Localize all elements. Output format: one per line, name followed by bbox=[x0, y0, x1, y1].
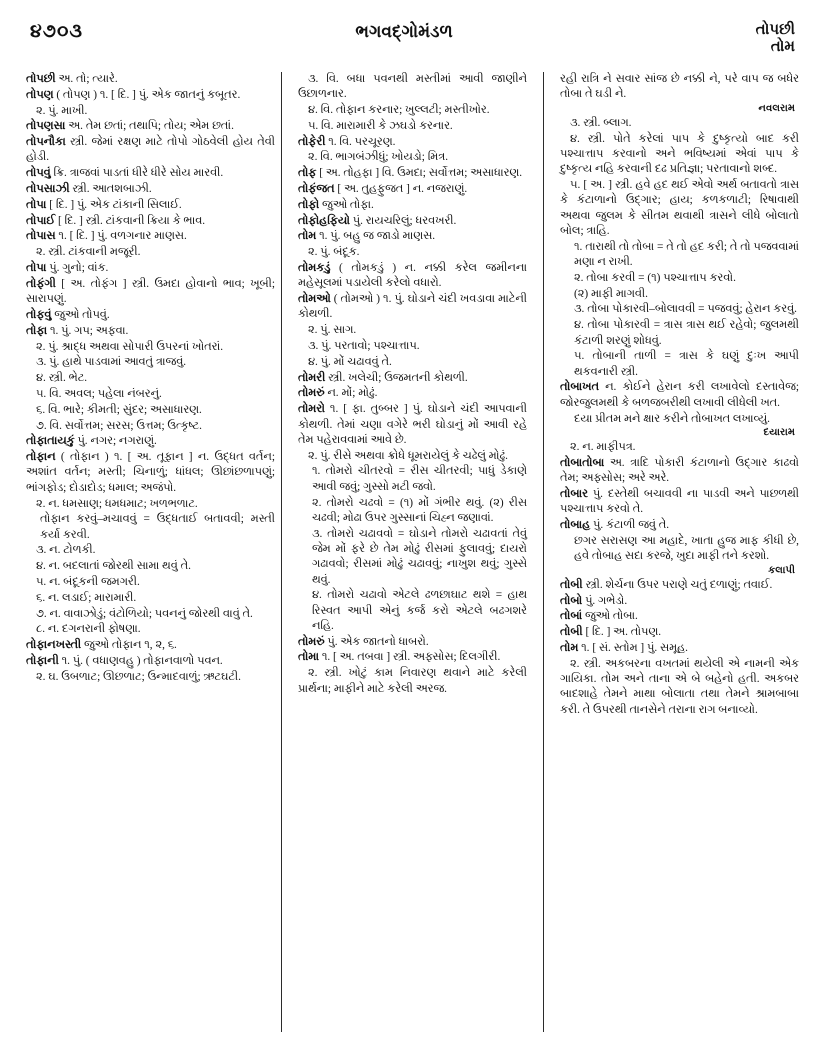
entry-sense bbox=[26, 403, 275, 418]
entry-sense bbox=[26, 387, 275, 402]
dictionary-entry bbox=[26, 72, 275, 87]
entry-sense bbox=[560, 240, 799, 271]
entry-sense bbox=[560, 72, 799, 103]
entry-definition: ૧. પું. બહુ જ જાડો માણસ. bbox=[319, 230, 436, 243]
entry-definition: જુઓ તોબા. bbox=[585, 610, 638, 623]
entry-sense bbox=[560, 271, 799, 286]
entry-definition: પું. કંટાળી જવું તે. bbox=[593, 519, 670, 532]
entry-definition: ૪. તોબા પોકારવી = ત્રાસ ત્રાસ થઈ રહેવો; જુલમથી કંટાળી શરણું શોધવું. bbox=[574, 319, 800, 347]
entry-definition: ૨. સ્ત્રી. અકબરના વખતમાં થયેલી એ નામની એક ગાયિકા. તોમ અને તાના એ બે બહેનો હતી. અકબર બાદશાહે તેમને માથા બોલાતા તથા તેમને શ્રામબાબા કરી. તે ઉપરથી તાનસેને તરાના રાગ બનાવ્યો. bbox=[560, 657, 800, 716]
entry-sense bbox=[26, 591, 275, 606]
entry-sense bbox=[560, 302, 799, 317]
entry-definition: ૪. પું. મોં ચઢાવવું તે. bbox=[307, 355, 392, 368]
entry-sense bbox=[26, 575, 275, 590]
dictionary-entry bbox=[298, 166, 527, 181]
entry-headword: તોફાન bbox=[26, 451, 56, 464]
dictionary-entry bbox=[560, 380, 799, 411]
entry-definition: પું. દસ્તેથી બચાવવી ના પાડવી અને પાછળથી પશ્ચાત્તાપ કરવો તે. bbox=[560, 488, 800, 516]
column-divider-2 bbox=[543, 72, 544, 1032]
dictionary-entry bbox=[298, 371, 527, 386]
entry-definition: ૩. ન. ટોળકી. bbox=[36, 544, 96, 557]
entry-headword: તોપા bbox=[26, 198, 47, 211]
dictionary-entry bbox=[26, 450, 275, 496]
dictionary-entry bbox=[26, 198, 275, 213]
entry-definition: ૮. ન. દગનરાની ફોષણા. bbox=[36, 623, 141, 636]
entry-definition: ( તોમકડું ) ન. નક્કી કરેલ જમીનના મહેસૂલમાં પડાયેલી કરેલો વધારો. bbox=[297, 262, 528, 290]
entry-definition: પું. એક જાતનો ધાબરો. bbox=[327, 635, 429, 648]
entry-definition: ૫. [ અ. ] સ્ત્રી. હવે હદ થઈ એવો અર્થ બતાવતો ત્રાસ કે કંટાળાનો ઉદ્ગાર; હાય; કળકળાટી; રિષાવાથી અથવા જુલમ કે સીતમ થવાથી ત્રાસને લીધે બોલાતો બોલ; ત્રાહિ. bbox=[560, 179, 800, 237]
entry-headword: તોપા bbox=[26, 262, 47, 275]
entry-definition: ૨. પું. બંદૂક. bbox=[307, 246, 360, 259]
entry-sense bbox=[298, 449, 527, 464]
dictionary-entry bbox=[298, 635, 527, 650]
dictionary-entry bbox=[26, 119, 275, 134]
entry-definition: પું. ગુનો; વાંક. bbox=[49, 262, 109, 275]
entry-definition: ૨. પું. માખી. bbox=[36, 104, 88, 117]
citation-attribution: નવલરામ bbox=[758, 103, 796, 115]
entry-sense bbox=[26, 512, 275, 543]
entry-headword: તોબાહ bbox=[560, 519, 591, 532]
entry-definition: જુઓ તોપવું. bbox=[54, 308, 110, 321]
dictionary-entry bbox=[298, 198, 527, 213]
entry-definition: ૪. સ્ત્રી. ભેટ. bbox=[36, 372, 88, 385]
entry-sense bbox=[26, 497, 275, 512]
dictionary-entry bbox=[26, 182, 275, 197]
entry-definition: જુઓ તોફા. bbox=[322, 198, 374, 211]
dictionary-entry bbox=[26, 324, 275, 339]
dictionary-entry bbox=[298, 650, 527, 665]
entry-headword: તોબાર bbox=[560, 488, 589, 501]
entry-headword: તોમકડું bbox=[297, 262, 331, 275]
dictionary-entry bbox=[26, 261, 275, 276]
entry-headword: તોબી bbox=[560, 626, 583, 639]
entry-definition: ૭. વિ. સર્વોત્તમ; સરસ; ઉત્તમ; ઉત્કૃષ્ટ. bbox=[36, 419, 202, 432]
entry-definition: સ્ત્રી. જેમાં રક્ષણ માટે તોપો ગોઠવેલી હોય તેવી હોડી. bbox=[26, 136, 275, 164]
entry-definition: સ્ત્રી. ખલેચી; ઉજમતની કોથળી. bbox=[328, 371, 468, 384]
dictionary-entry bbox=[560, 609, 799, 624]
entry-headword: તોપછી bbox=[26, 73, 56, 85]
entry-definition: સ્ત્રી. આતશબાઝી. bbox=[72, 183, 152, 196]
dictionary-entry bbox=[298, 386, 527, 401]
entry-definition: ૨. તોમરો ચઢવો = (૧) મોં ગંભીર થવું. (૨) રીસ ચઢવી; મોઢા ઉપર ગુસ્સાનાં ચિહ્ન જણાવાં. bbox=[311, 496, 528, 524]
entry-definition: છગર સરાસણ આ મહાદે, ખાતા હુજ માફ કીધી છે, હવે તોબાહ સદા કરજે, ખુદા માફી તને કરશો. bbox=[574, 534, 800, 563]
entry-sense bbox=[560, 318, 799, 349]
dictionary-entry bbox=[26, 308, 275, 323]
entry-headword: તોફવું bbox=[26, 308, 52, 321]
entry-definition: ૫. તોબાની તાળી = ત્રાસ કે ઘણું દુઃખ આપી થકવનારી સ્ત્રી. bbox=[574, 350, 800, 378]
dictionary-entry bbox=[26, 434, 275, 449]
citation-attribution: કલાપી bbox=[768, 565, 796, 577]
entry-headword: તોમરું bbox=[297, 387, 325, 400]
entry-definition: ૨. પું. રીસે અથવા ક્રોધે ધૂમરાયેલું કે ચઢેલું મોઢું. bbox=[307, 449, 508, 462]
dictionary-entry bbox=[26, 88, 275, 103]
entry-sense bbox=[560, 412, 799, 427]
entry-sense bbox=[560, 287, 799, 302]
entry-definition: [ દિ. ] સ્ત્રી. ટાંકવાની ક્રિયા કે ભાવ. bbox=[57, 214, 206, 227]
dictionary-entry bbox=[298, 229, 527, 244]
dictionary-entry bbox=[298, 214, 527, 229]
page-title: ભગવદ્ગોમંડળ bbox=[355, 22, 453, 41]
entry-definition: તોફાન કરવું–મચાવવું = ઉદ્ધતાઈ બતાવવી; મસ્તી કર્યા કરવી. bbox=[40, 513, 275, 541]
entry-definition: દયા પ્રીતમ મને ક્ષાર કરીને તોબાખત લખાવ્યું. bbox=[574, 412, 770, 425]
entry-sense bbox=[560, 132, 799, 178]
entry-sense bbox=[298, 339, 527, 354]
entry-definition: ૨. સ્ત્રી. ટાંકવાની મજૂરી. bbox=[36, 246, 141, 259]
running-head-line1: તોપછી bbox=[755, 22, 795, 38]
entry-definition: ૨. પું. સાગ. bbox=[307, 324, 357, 337]
citation-attribution: દયારામ bbox=[763, 427, 796, 439]
entry-definition: [ અ. તોફંગ ] સ્ત્રી. ઉમદા હોવાનો ભાવ; ખૂબી; સારાપણું. bbox=[26, 277, 275, 306]
column-left bbox=[26, 72, 275, 1032]
entry-headword: તોમરું bbox=[297, 635, 325, 648]
entry-definition: ૫. વિ. મારામારી કે ઝઘડો કરનાર. bbox=[307, 119, 453, 132]
entry-definition: ૨. તોબા કરવી = (૧) પશ્ચાત્તાપ કરવો. bbox=[574, 271, 736, 284]
entry-definition: ૫. વિ. અવલ; પહેલા નંબરનું. bbox=[36, 387, 162, 400]
entry-headword: તોફંજત bbox=[297, 183, 335, 196]
entry-definition: (૨) માફી માગવી. bbox=[574, 287, 648, 300]
entry-definition: ૬. વિ. ભારે; કીમતી; સુંદર; અસાધારણ. bbox=[36, 403, 202, 416]
dictionary-entry bbox=[298, 261, 527, 292]
entry-sense bbox=[298, 323, 527, 338]
entry-definition: પું. ગભેડો. bbox=[585, 594, 628, 607]
entry-sense bbox=[298, 464, 527, 495]
entry-definition: ૪. ન. બદલાતાં જોરથી સામા થવું તે. bbox=[36, 560, 191, 573]
entry-definition: અ. તો; ત્યારે. bbox=[58, 73, 118, 85]
entry-definition: ક્રિ. ત્રાજવાં પાડતાં ધીરે ધીરે સોય મારવી. bbox=[53, 167, 224, 180]
dictionary-entry bbox=[26, 654, 275, 669]
entry-definition: ( તોમઓ ) ૧. પું. ઘોડાને ચંદી ખવડાવા માટેની કોથળી. bbox=[297, 293, 528, 321]
entry-sense bbox=[298, 666, 527, 697]
entry-sense bbox=[560, 534, 799, 565]
entry-sense bbox=[26, 245, 275, 260]
entry-definition: ૧. તોમરો ચીતરવો = રીસ ચીતરવી; પાધું ડેકાણે આવી જવું; ગુસ્સો મટી જવો. bbox=[311, 465, 528, 493]
dictionary-entry bbox=[26, 277, 275, 308]
entry-definition: સ્ત્રી. શેર્ચના ઉપર પરાણે ચતું દળાણું; તવાઈ. bbox=[585, 578, 773, 591]
dictionary-entry bbox=[560, 578, 799, 593]
entry-definition: ૪. તોમરો ચઢાવો એટલે ઢળછાઘાટ થશે = હાથ રિસ્વત આપી એનું કર્જ કરો એટલે બઢગશરે નહિ. bbox=[311, 589, 528, 632]
entry-sense bbox=[26, 371, 275, 386]
entry-definition: ન. મોં; મોઢું. bbox=[327, 387, 378, 400]
page-header bbox=[26, 22, 799, 66]
entry-sense bbox=[298, 119, 527, 134]
entry-definition: ૫. ન. બંદૂકની જમગરી. bbox=[36, 576, 140, 588]
entry-headword: તોમઓ bbox=[297, 293, 331, 306]
entry-definition: ૨. પું. શ્રાદ્ધ અથવા સોપારી ઉપરનાં ખોતરાં. bbox=[36, 340, 224, 353]
entry-definition: જુઓ તોફાન ૧, ૨, ૬. bbox=[84, 639, 177, 652]
entry-headword: તોબો bbox=[560, 594, 583, 607]
entry-headword: તોપણસા bbox=[26, 120, 66, 133]
dictionary-entry bbox=[298, 292, 527, 323]
entry-definition: ન. કોઈને હેરાન કરી લખાવેલો દસ્તાવેજ; જોરજુલમથી કે બળજબરીથી લખાવી લીધેલી ખત. bbox=[560, 381, 800, 409]
entry-definition: ૨. સ્ત્રી. ખોટું કામ નિવારણ થવાને માટે કરેલી પ્રાર્થના; માફીને માટે કરેલી અરજ. bbox=[297, 667, 528, 695]
entry-definition: ૧. [ સં. સ્તોમ ] પું. સમૂહ. bbox=[581, 642, 688, 655]
entry-headword: તોમ bbox=[297, 230, 317, 243]
entry-definition: ૧. પું. ( વધાણવહુ ) તોફાનવાળો પવન. bbox=[61, 654, 223, 667]
entry-sense bbox=[26, 670, 275, 685]
dictionary-entry bbox=[298, 402, 527, 448]
entry-sense bbox=[560, 178, 799, 239]
entry-sense bbox=[298, 245, 527, 260]
entry-definition: ૩. વિ. બધા પવનથી મસ્તીમાં આવી જાણીને ઉછાળનાર. bbox=[297, 73, 528, 101]
running-head bbox=[725, 22, 795, 57]
entry-definition: અ. ત્રાદિ પોકારી કંટાળાનો ઉદ્ગાર કાઢવો તેમ; અફ્સોસ; અરે અરે. bbox=[560, 456, 800, 485]
entry-headword: તોફેરી bbox=[297, 135, 326, 148]
entry-headword: તોબી bbox=[560, 578, 583, 591]
entry-headword: તોમરી bbox=[297, 371, 326, 384]
dictionary-entry bbox=[560, 594, 799, 609]
entry-sense bbox=[26, 543, 275, 558]
entry-sense bbox=[560, 116, 799, 131]
entry-definition: ૩. પું. પરતાવો; પશ્ચાત્તાપ. bbox=[307, 340, 420, 353]
dictionary-entry bbox=[560, 518, 799, 533]
entry-headword: તોપવું bbox=[26, 167, 51, 180]
entry-definition: ૧. [ ફા. તુબ્બર ] પું. ઘોડાને ચંદી આપવાની કોથળી. તેમાં ચણા વગેરે ભરી ઘોડાનું મોં આવી રહે તેમ પહેરાવવામાં આવે છે. bbox=[297, 403, 528, 446]
entry-definition: ૩. સ્ત્રી. બ્લાગ. bbox=[570, 116, 632, 129]
entry-headword: તોબાતોબા bbox=[560, 456, 605, 469]
dictionary-entry bbox=[298, 182, 527, 197]
entry-definition: [ અ. તુહફુજત ] ન. નજરાણું. bbox=[337, 183, 468, 196]
entry-definition: ૪. વિ. તોફાન કરનાર; ખુલ્લટી; મસ્તીખોર. bbox=[307, 104, 490, 117]
dictionary-entry bbox=[298, 135, 527, 150]
entry-definition: ( તોફાન ) ૧. [ અ. તૂફાન ] ન. ઉદ્ધત વર્તન; અશાંત વર્તન; મસ્તી; ચિનાળું; ધાંધલ; ઊછાંછળાપણું; ભાંગફોડ; દોડાદોડ; ધમાલ; અજંપો. bbox=[26, 451, 275, 494]
entry-headword: તોફાનખસ્તી bbox=[26, 639, 82, 652]
dictionary-entry bbox=[560, 456, 799, 487]
entry-sense bbox=[26, 607, 275, 622]
dictionary-entry bbox=[26, 214, 275, 229]
column-middle bbox=[288, 72, 537, 1032]
entry-sense bbox=[298, 496, 527, 527]
entry-sense bbox=[298, 355, 527, 370]
entry-headword: તોમરો bbox=[297, 403, 325, 416]
dictionary-entry bbox=[26, 135, 275, 166]
entry-definition: ૨. ઘ. ઉબળાટ; ઊછળાટ; ઉન્માદવાળું; ઋટઘટી. bbox=[36, 670, 241, 683]
entry-headword: તોબાં bbox=[560, 610, 583, 623]
entry-definition: ૩. તોમરો ચઢાવવો = ઘોડાને તોમરો ચઢાવતાં તેવું જેમ મોં ફરે છે તેમ મોઢું રીસમાં ફુલાવવું; દાયરો ગઢાવવો; રીસમાં મોઢું ચઢાવવું; નાખુશ થવું; ગુસ્સે થવું. bbox=[311, 527, 528, 586]
entry-headword: તોફાતાયકું bbox=[26, 435, 75, 448]
entry-sense bbox=[298, 527, 527, 588]
column-right bbox=[550, 72, 799, 1032]
dictionary-entry bbox=[26, 638, 275, 653]
entry-definition: ૬. ન. લડાઈ; મારામારી. bbox=[36, 591, 137, 604]
dictionary-entry bbox=[560, 487, 799, 518]
entry-sense bbox=[298, 588, 527, 634]
entry-definition: ૧. વિ. પરચૂરણ. bbox=[328, 135, 396, 148]
entry-sense bbox=[26, 340, 275, 355]
entry-headword: તોબાખત bbox=[560, 381, 599, 394]
dictionary-entry bbox=[560, 625, 799, 640]
entry-definition: ૧. [ દિ. ] પું. વળગનાર માણસ. bbox=[58, 230, 187, 243]
entry-sense bbox=[26, 355, 275, 370]
entry-sense bbox=[560, 657, 799, 718]
entry-sense bbox=[26, 419, 275, 434]
dictionary-entry bbox=[26, 229, 275, 244]
entry-definition: રહી રાત્રિ ને સવાર સાંજ છે નક્કી ને, પરે વાપ જ બધેર તોબા તે ઘડી ને. bbox=[560, 73, 800, 101]
entry-definition: ૨. ન. માફીપત્ર. bbox=[570, 441, 636, 454]
entry-definition: ૧. [ અ. તબવા ] સ્ત્રી. અફ્સોસ; દિલગીરી. bbox=[321, 651, 501, 664]
entry-headword: તોપાઈ bbox=[26, 214, 56, 227]
entry-definition: પું. રાયચરિલું; ધરવખરી. bbox=[352, 214, 457, 227]
column-container bbox=[26, 72, 799, 1032]
dictionary-entry bbox=[560, 641, 799, 656]
dictionary-entry bbox=[26, 166, 275, 181]
entry-definition: અ. તેમ છતાં; તથાપિ; તોય; એમ છતાં. bbox=[68, 120, 234, 133]
entry-headword: તોફોહફિયો bbox=[297, 214, 350, 227]
entry-definition: [ અ. તોહફા ] વિ. ઉમદા; સર્વોત્તમ; અસાધારણ. bbox=[319, 167, 523, 180]
entry-headword: તોપણ bbox=[26, 88, 54, 101]
entry-definition: [ દિ. ] અ. તોપણ. bbox=[585, 626, 662, 639]
entry-definition: ૧. પું. ગપ; અફવા. bbox=[49, 324, 129, 337]
entry-sense bbox=[298, 72, 527, 103]
entry-sense bbox=[26, 622, 275, 637]
entry-definition: ૩. તોબા પોકારવી–બોલાવવી = પજવવું; હેરાન કરવું. bbox=[574, 303, 797, 316]
entry-headword: તોપસાઝી bbox=[26, 183, 70, 196]
entry-definition: ૩. પું. હાથે પાડવામાં આવતું ત્રાજવું. bbox=[36, 356, 187, 369]
entry-sense bbox=[26, 104, 275, 119]
entry-headword: તોપાસ bbox=[26, 230, 56, 243]
entry-sense bbox=[560, 440, 799, 455]
entry-headword: તોફંગી bbox=[26, 277, 56, 290]
entry-definition: ૪. સ્ત્રી. પોતે કરેલાં પાપ કે દુષ્કૃત્યો બાદ કરી પશ્ચાત્તાપ કરવાનો અને ભવિષ્યમાં એવાં પાપ કે દુષ્કૃત્ય નહિ કરવાની દઢ પ્રતિજ્ઞા; પરતાવાનો શબ્દ. bbox=[560, 132, 800, 176]
entry-definition: ૭. ન. વાવાઝોડું; વંટોળિયો; પવનનું જોરથી વાવું તે. bbox=[36, 607, 253, 620]
entry-headword: તોફો bbox=[297, 198, 320, 211]
entry-headword: તોફ bbox=[297, 167, 317, 180]
entry-sense bbox=[560, 349, 799, 380]
entry-headword: તોફાની bbox=[26, 654, 59, 667]
entry-definition: ૨. વિ. ભાગબંઝીધું; ખોયડો; મિત્ર. bbox=[307, 151, 449, 164]
entry-definition: પું. નગર; નગરાણું. bbox=[77, 435, 157, 448]
entry-definition: [ દિ. ] પું. એક ટાંકાની સિલાઈ. bbox=[49, 198, 182, 211]
entry-headword: તોપનૌકા bbox=[26, 136, 66, 149]
entry-definition: ( તોપણ ) ૧. [ દિ. ] પું. એક જાતનું કબૂતર. bbox=[56, 88, 241, 101]
entry-headword: તોફા bbox=[26, 324, 48, 337]
column-divider-1 bbox=[281, 72, 282, 1032]
running-head-line2: તોમ bbox=[770, 39, 795, 56]
entry-definition: ૧. તારાથી તો તોબા = તે તો હદ કરી; તે તો પજવવામાં મણા ન રાખી. bbox=[574, 240, 800, 269]
entry-headword: તોમ bbox=[560, 642, 579, 655]
entry-sense bbox=[26, 559, 275, 574]
folio-number: ૪૭૦૩ bbox=[30, 21, 84, 42]
entry-definition: ૨. ન. ધમસાણ; ધમધમાટ; ખળભળાટ. bbox=[36, 497, 198, 510]
entry-headword: તોમા bbox=[297, 651, 320, 664]
entry-sense bbox=[298, 150, 527, 165]
entry-sense bbox=[298, 103, 527, 118]
